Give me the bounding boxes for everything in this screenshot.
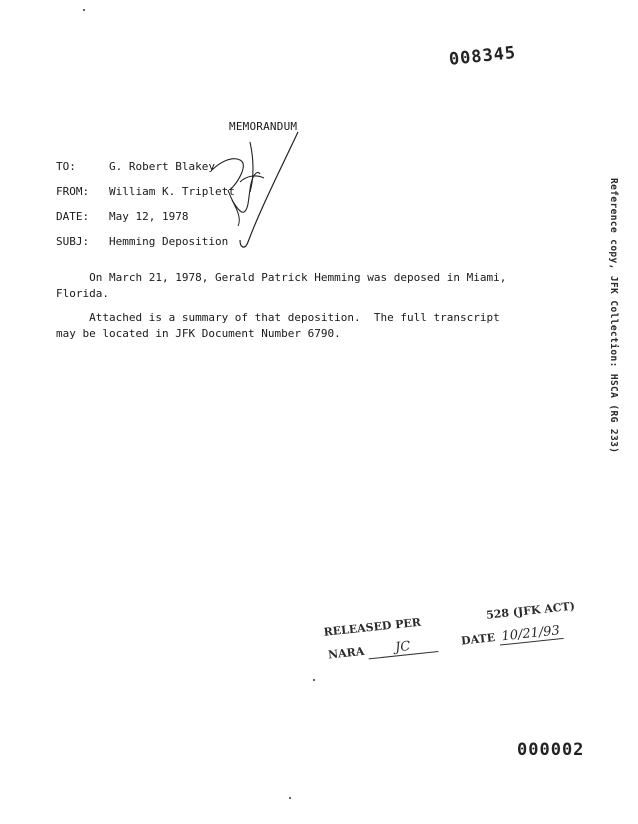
scan-speck bbox=[313, 679, 315, 681]
date-stamp-value: 10/21/93 bbox=[498, 623, 563, 646]
page-number-stamp: 000002 bbox=[517, 740, 585, 760]
paragraph-2-line-1: Attached is a summary of that deposition. The full transcript bbox=[56, 311, 500, 324]
paragraph-2-line-2: may be located in JFK Document Number 6790. bbox=[56, 327, 341, 340]
scan-speck bbox=[289, 797, 291, 799]
date-stamp-label: DATE bbox=[460, 631, 496, 648]
scan-speck bbox=[83, 9, 85, 11]
release-stamp bbox=[322, 589, 587, 676]
paragraph-1-line-1: On March 21, 1978, Gerald Patrick Hemming was deposed in Miami, bbox=[56, 271, 507, 284]
initials-signature bbox=[210, 130, 310, 255]
release-act: 528 (JFK ACT) bbox=[485, 599, 576, 622]
subject-value: Hemming Deposition bbox=[109, 235, 229, 248]
from-value: William K. Triplett bbox=[109, 185, 235, 198]
release-prefix: RELEASED PER bbox=[323, 615, 422, 639]
subject-label: SUBJ: bbox=[56, 235, 90, 248]
date-value: May 12, 1978 bbox=[109, 210, 189, 223]
reference-copy-stamp: Reference copy, JFK Collection: HSCA (RG 233) bbox=[608, 178, 619, 454]
date-label: DATE: bbox=[56, 210, 90, 223]
to-label: TO: bbox=[56, 160, 76, 173]
memo-title: MEMORANDUM bbox=[229, 120, 298, 133]
paragraph-1-line-2: Florida. bbox=[56, 287, 109, 300]
document-id-stamp: 008345 bbox=[448, 42, 518, 70]
to-value: G. Robert Blakey bbox=[109, 160, 215, 173]
nara-label: NARA bbox=[327, 644, 365, 662]
from-label: FROM: bbox=[56, 185, 90, 198]
nara-initials: JC bbox=[367, 636, 438, 659]
